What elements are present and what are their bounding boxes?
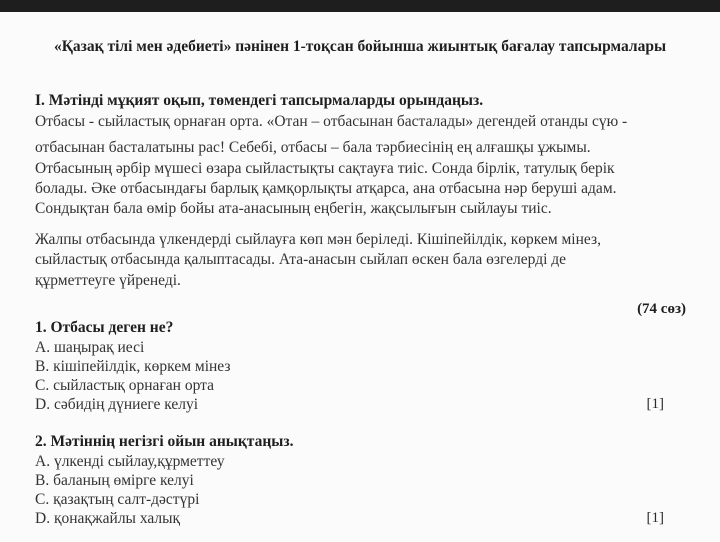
question-2-option-a: А. үлкенді сыйлау,құрметтеу: [35, 453, 225, 470]
question-2-option-d: D. қонақжайлы халық: [35, 510, 181, 527]
section-heading: I. Мәтінді мұқият оқып, төмендегі тапсырмаларды орындаңыз.: [35, 92, 484, 109]
paragraph2-line-2: сыйластық отбасында қалыптасады. Ата-анасын сыйлап өскен бала өзгелерді де: [35, 251, 567, 268]
question-1-mark: [1]: [646, 396, 664, 412]
question-2: 2. Мәтіннің негізгі ойын анықтаңыз.: [35, 433, 294, 450]
question-1-option-c: C. сыйластық орнаған орта: [35, 377, 214, 394]
paragraph1-line-4: Сондықтан бала өмір бойы ата-анасының еңбегін, жақсылығын сыйлауы тиіс.: [35, 200, 552, 217]
question-1-option-b: B. кішіпейілдік, көркем мінез: [35, 358, 231, 375]
question-1-option-a: A. шаңырақ иесі: [35, 339, 145, 356]
word-count: (74 сөз): [637, 301, 686, 317]
paragraph2-line-1: Жалпы отбасында үлкендерді сыйлауға көп мән беріледі. Кішіпейілдік, көркем мінез,: [35, 231, 601, 248]
paragraph1-line-1: отбасынан басталатыны рас! Себебі, отбасы – бала тәрбиесінің ең алғашқы ұжымы.: [35, 139, 591, 156]
question-2-option-b: B. баланың өмірге келуі: [35, 472, 194, 489]
paragraph2-line-3: құрметтеуге үйренеді.: [35, 272, 181, 289]
question-2-mark: [1]: [646, 510, 664, 526]
question-1-option-d: D. сәбидің дүниеге келуі: [35, 396, 199, 413]
question-1: 1. Отбасы деген не?: [35, 319, 174, 336]
page-title: «Қазақ тілі мен әдебиеті» пәнінен 1-тоқсан бойынша жиынтық бағалау тапсырмалары: [53, 38, 667, 55]
paragraph1-line-2: Отбасының әрбір мүшесі өзара сыйластықты сақтауға тиіс. Сонда бірлік, татулық берік: [35, 160, 615, 177]
intro-line: Отбасы - сыйластық орнаған орта. «Отан – отбасынан басталады» дегендей отанды сүю -: [35, 113, 628, 130]
paragraph1-line-3: болады. Әке отбасындағы барлық қамқорлықты атқарса, ана отбасына нәр беруші адам.: [35, 180, 617, 197]
top-bar: [0, 0, 720, 12]
question-2-option-c: C. қазақтың салт-дәстүрі: [35, 491, 200, 508]
